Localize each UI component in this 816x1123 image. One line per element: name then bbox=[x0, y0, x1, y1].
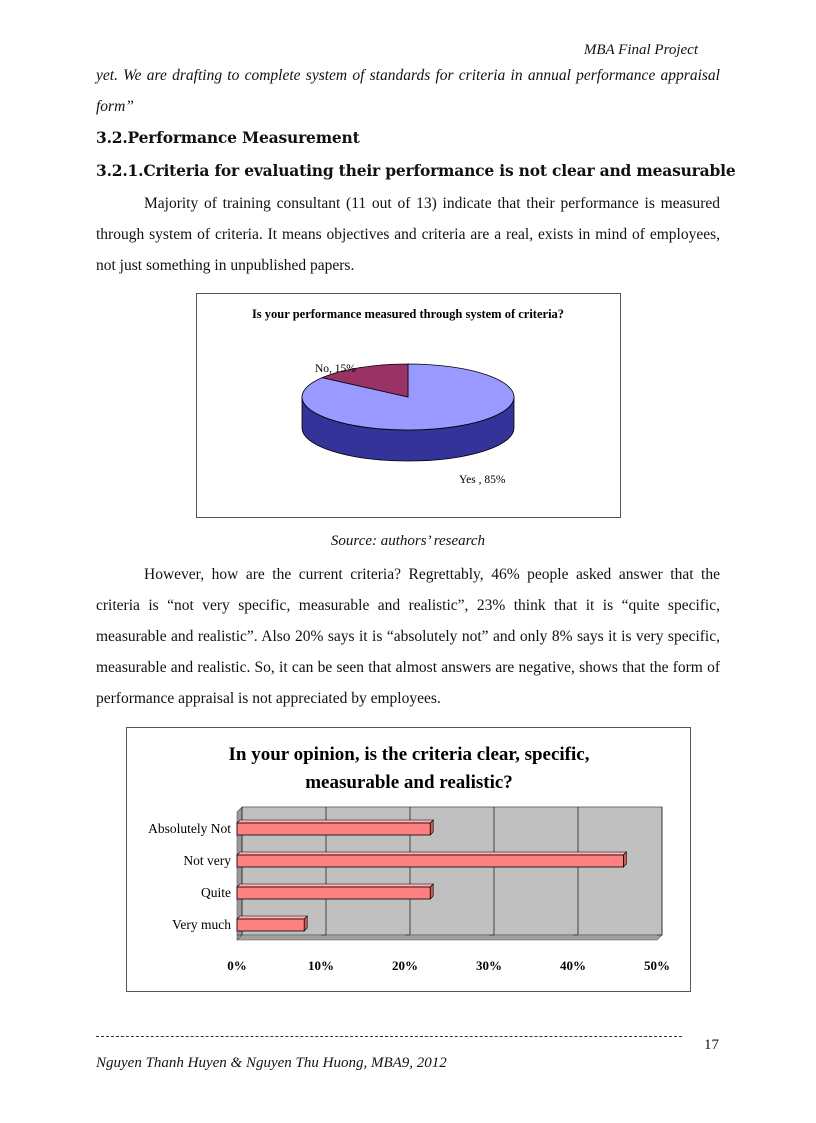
bar-not-very bbox=[237, 855, 623, 867]
page-number: 17 bbox=[704, 1037, 719, 1053]
bar-top-face bbox=[237, 820, 433, 823]
pie-label-yes: Yes , 85% bbox=[459, 474, 506, 486]
bar-chart-title-line1: In your opinion, is the criteria clear, specific, bbox=[228, 744, 590, 765]
bar-chart-category-label: Absolutely Not bbox=[148, 821, 231, 836]
bar-end-face bbox=[430, 884, 433, 899]
paragraph-1: Majority of training consultant (11 out of 13) indicate that their performance is measured through system of criteria. It means objectives and criteria are a real, exists in mind of employees, not just something in unpublished papers. bbox=[96, 195, 720, 274]
bar-chart-title-line2: measurable and realistic? bbox=[305, 772, 513, 793]
subsection-heading: 3.2.1.Criteria for evaluating their performance is not clear and measurable bbox=[96, 161, 736, 180]
pie-chart-title: Is your performance measured through system of criteria? bbox=[251, 307, 565, 321]
pie-chart bbox=[197, 294, 620, 517]
paragraph-2: However, how are the current criteria? Regrettably, 46% people asked answer that the criteria is “not very specific, measurable and realistic”, 23% think that it is “quite specific, measurable and realistic”. Also 20% says it is “absolutely not” and only 8% says it is very specific, measurable and realistic. So, it can be seen that almost answers are negative, shows that the form of performance appraisal is not appreciated by employees. bbox=[96, 566, 720, 707]
bar-absolutely-not bbox=[237, 823, 430, 835]
bar-chart-x-tick-label: 30% bbox=[476, 958, 502, 973]
footer-rule bbox=[96, 1036, 682, 1037]
bar-end-face bbox=[304, 916, 307, 931]
bar-chart bbox=[127, 728, 690, 991]
figure-caption: Source: authors’ research bbox=[330, 533, 486, 549]
bar-end-face bbox=[430, 820, 433, 835]
bar-quite bbox=[237, 887, 430, 899]
bar-chart-x-tick-label: 50% bbox=[644, 958, 670, 973]
intro-continuation: yet. We are drafting to complete system of standards for criteria in annual performance appraisal form” bbox=[96, 67, 720, 115]
bar-chart-category-label: Very much bbox=[172, 917, 231, 932]
bar-chart-floor bbox=[237, 935, 662, 940]
bar-chart-x-tick-label: 40% bbox=[560, 958, 586, 973]
bar-top-face bbox=[237, 916, 307, 919]
pie-chart-box bbox=[196, 293, 621, 518]
pie-label-no: No, 15% bbox=[315, 363, 356, 375]
bar-very-much bbox=[237, 919, 304, 931]
bar-chart-category-label: Quite bbox=[201, 885, 231, 900]
bar-chart-x-tick-label: 20% bbox=[392, 958, 418, 973]
running-header: MBA Final Project bbox=[583, 42, 698, 58]
bar-chart-x-tick-label: 0% bbox=[227, 958, 247, 973]
bar-chart-category-label: Not very bbox=[183, 853, 231, 868]
bar-top-face bbox=[237, 884, 433, 887]
bar-end-face bbox=[623, 852, 626, 867]
section-heading: 3.2.Performance Measurement bbox=[96, 128, 360, 147]
bar-top-face bbox=[237, 852, 626, 855]
bar-chart-box bbox=[126, 727, 691, 992]
bar-chart-x-tick-label: 10% bbox=[308, 958, 334, 973]
footer-authors: Nguyen Thanh Huyen & Nguyen Thu Huong, MBA9, 2012 bbox=[96, 1055, 447, 1071]
